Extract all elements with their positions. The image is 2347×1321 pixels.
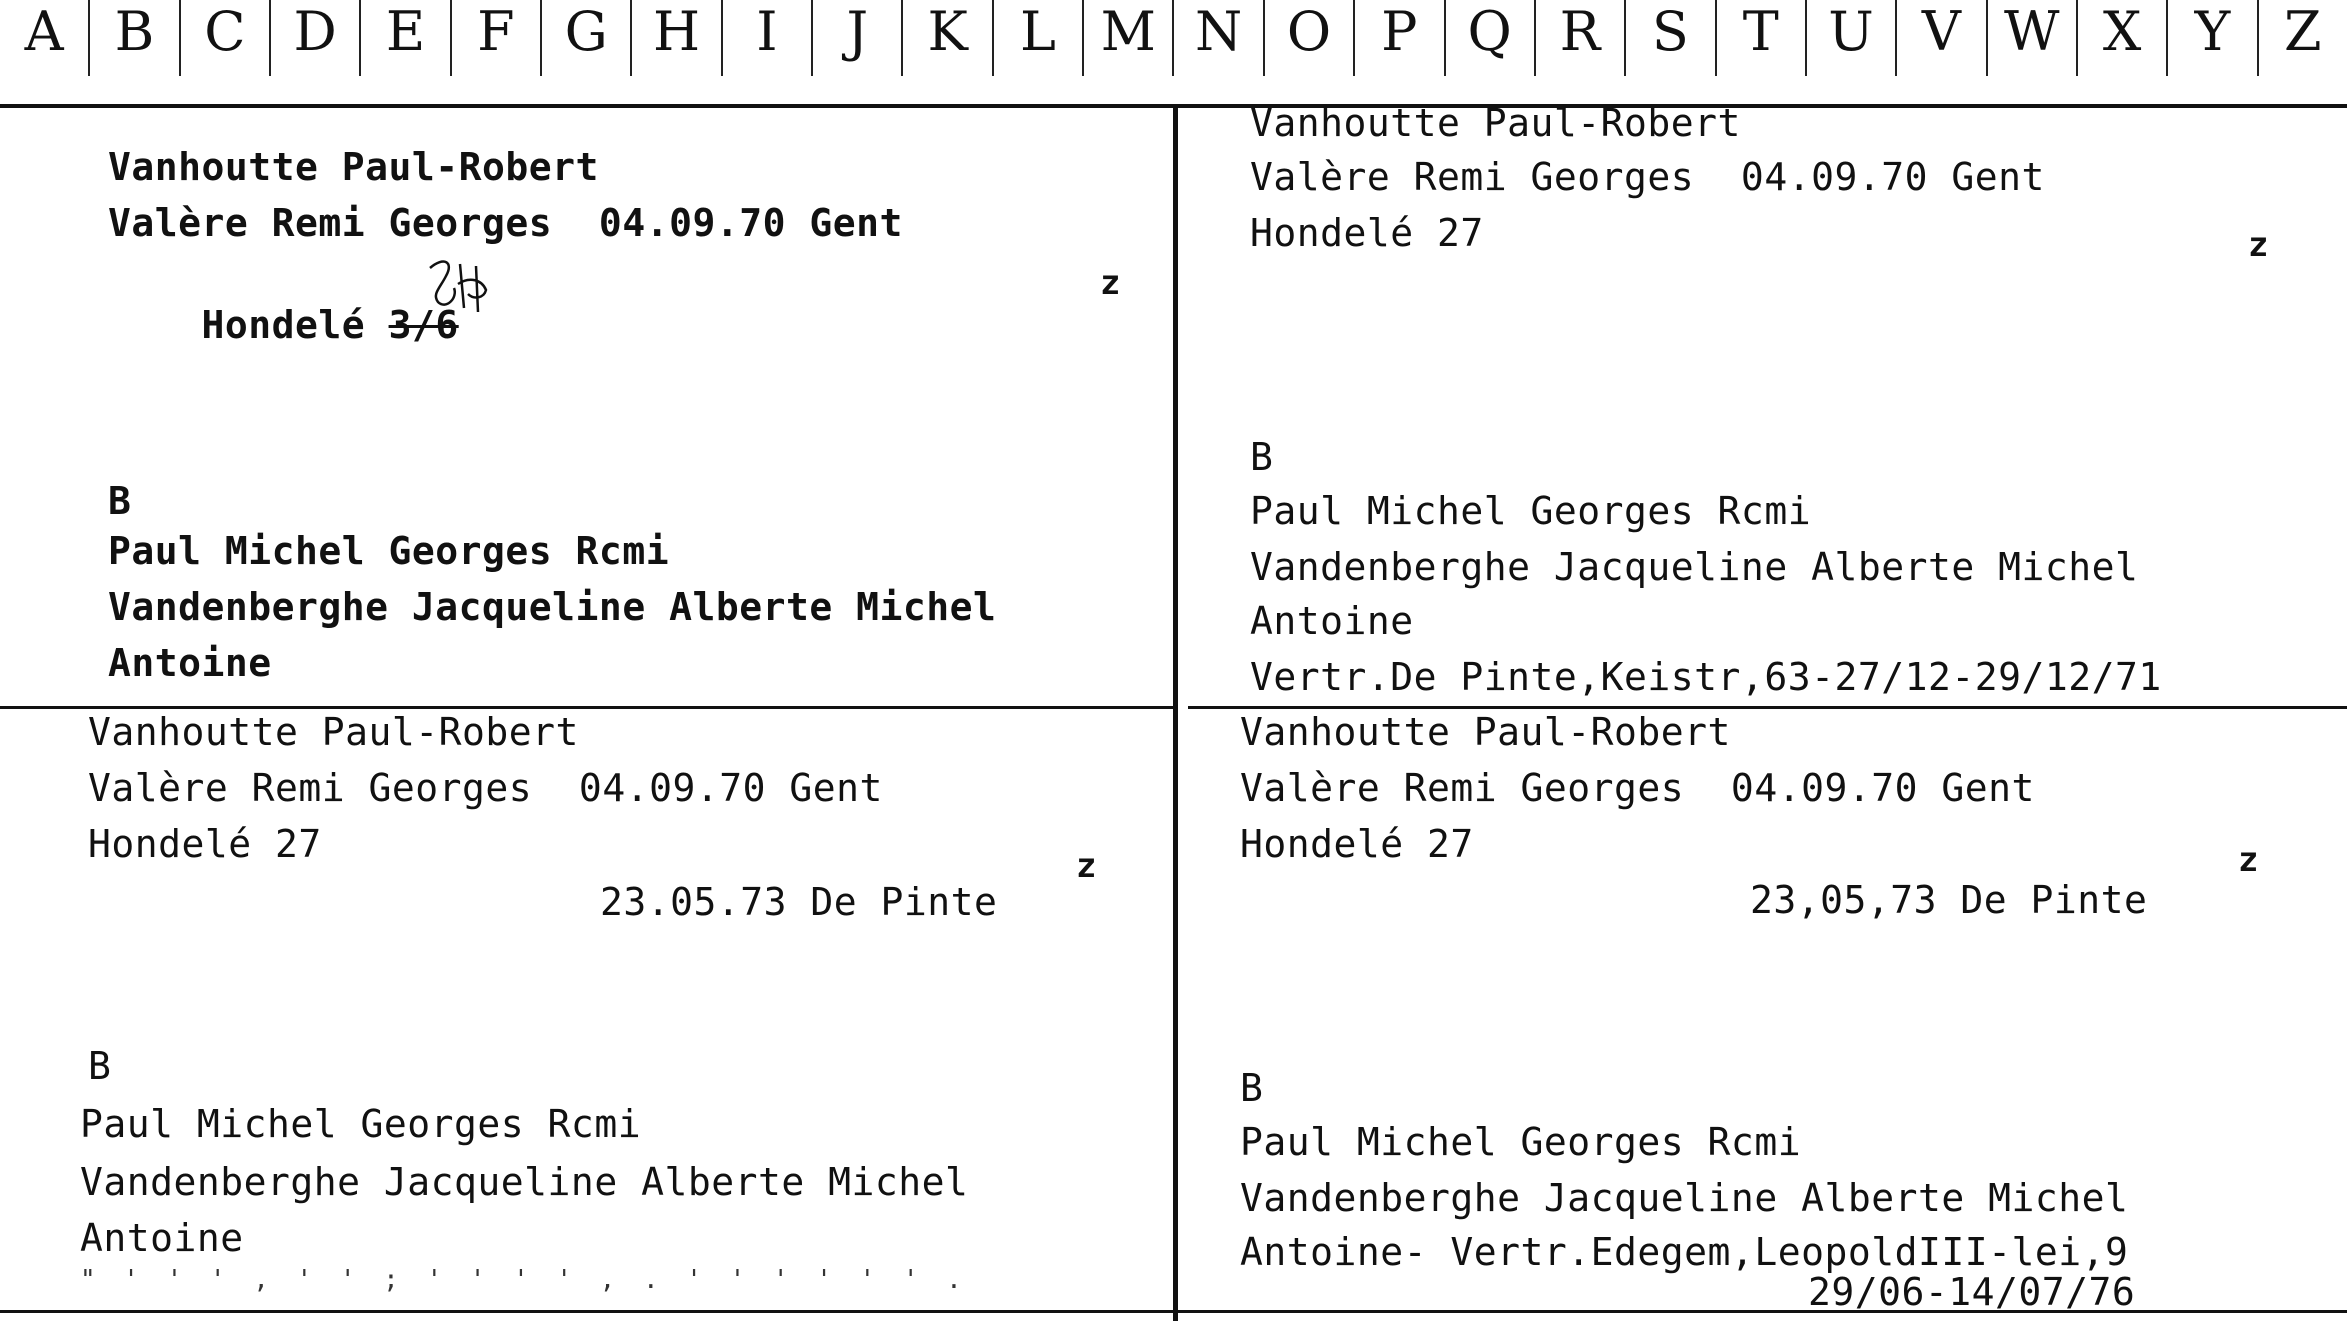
alphabet-letter-t: T: [1717, 0, 1807, 76]
alphabet-letter-w: W: [1988, 0, 2078, 76]
alphabet-letter-k: K: [903, 0, 993, 76]
card-struck-number: 3/6: [388, 303, 459, 347]
alphabet-letter-m: M: [1084, 0, 1174, 76]
alphabet-letter-i: I: [723, 0, 813, 76]
card-section-letter: B: [88, 1044, 112, 1088]
card-parent-line: Vandenberghe Jacqueline Alberte Michel: [1240, 1176, 2129, 1220]
card-parent-line: Antoine: [108, 641, 272, 685]
handwritten-number-scribble: [424, 254, 494, 320]
card-birth: Valère Remi Georges 04.09.70 Gent: [1240, 766, 2035, 810]
card-section-letter: B: [108, 479, 132, 523]
card-parent-line: Vandenberghe Jacqueline Alberte Michel: [80, 1160, 969, 1204]
card-parent-line: Vandenberghe Jacqueline Alberte Michel: [1250, 545, 2139, 589]
card-name: Vanhoutte Paul-Robert: [1250, 101, 1741, 145]
card-address: [108, 256, 459, 394]
alphabet-letter-n: N: [1174, 0, 1264, 76]
card-parent-line: 29/06-14/07/76: [1808, 1270, 2136, 1314]
card-address: Hondelé 27: [88, 822, 322, 866]
card-parent-line: Paul Michel Georges Rcmi: [108, 529, 670, 573]
card-parent-line: Antoine: [80, 1216, 244, 1260]
alphabet-letter-g: G: [542, 0, 632, 76]
card-parent-line: Antoine- Vertr.Edegem,LeopoldIII-lei,9: [1240, 1230, 2129, 1274]
card-birth: Valère Remi Georges 04.09.70 Gent: [108, 201, 903, 245]
card-noise-dots: " ' ' ' , ' ' ; ' ' ' ' , . ' ' ' ' ' ' .: [80, 1265, 968, 1295]
alphabet-letter-h: H: [632, 0, 722, 76]
alphabet-letter-o: O: [1265, 0, 1355, 76]
alphabet-letter-p: P: [1355, 0, 1445, 76]
alphabet-letter-x: X: [2078, 0, 2168, 76]
alphabet-letter-d: D: [271, 0, 361, 76]
card-mark: z: [2248, 225, 2269, 265]
card-parent-line: Vertr.De Pinte,Keistr,63-27/12-29/12/71: [1250, 655, 2162, 699]
card-address: Hondelé 27: [1250, 211, 1484, 255]
card-top-right: [1178, 101, 2347, 706]
card-parent-line: Vandenberghe Jacqueline Alberte Michel: [108, 585, 997, 629]
card-name: Vanhoutte Paul-Robert: [88, 710, 579, 754]
alphabet-letter-b: B: [90, 0, 180, 76]
card-name: Vanhoutte Paul-Robert: [108, 145, 599, 189]
card-mark: z: [1100, 263, 1121, 303]
card-top-left: [0, 108, 1173, 706]
alphabet-letter-z: Z: [2284, 0, 2322, 63]
alphabet-letter-l: L: [994, 0, 1084, 76]
card-birth: Valère Remi Georges 04.09.70 Gent: [1250, 155, 2045, 199]
card-mark: z: [2238, 840, 2259, 880]
card-bottom-left: [0, 709, 1173, 1310]
alphabet-letter-q: Q: [1446, 0, 1536, 76]
card-parent-line: Antoine: [1250, 599, 1414, 643]
card-mark: z: [1076, 846, 1097, 886]
alphabet-letter-y: Y: [2168, 0, 2258, 76]
card-parent-line: Paul Michel Georges Rcmi: [80, 1102, 642, 1146]
alphabet-letter-r: R: [1536, 0, 1626, 76]
alphabet-letter-e: E: [361, 0, 451, 76]
alphabet-letter-a: A: [0, 0, 90, 76]
card-parent-line: Paul Michel Georges Rcmi: [1240, 1120, 1802, 1164]
card-bottom-right: [1178, 709, 2347, 1314]
card-parent-line: Paul Michel Georges Rcmi: [1250, 489, 1812, 533]
alphabet-letter-v: V: [1897, 0, 1987, 76]
card-birth: Valère Remi Georges 04.09.70 Gent: [88, 766, 883, 810]
alphabet-letter-c: C: [181, 0, 271, 76]
card-move-note: 23.05.73 De Pinte: [600, 880, 998, 924]
card-address: Hondelé 27: [1240, 822, 1474, 866]
card-name: Vanhoutte Paul-Robert: [1240, 710, 1731, 754]
card-street: Hondelé: [201, 303, 366, 347]
alphabet-letter-u: U: [1807, 0, 1897, 76]
card-section-letter: B: [1240, 1066, 1264, 1110]
alphabet-letter-s: S: [1626, 0, 1716, 76]
alphabet-letter-j: J: [813, 0, 903, 76]
card-section-letter: B: [1250, 435, 1274, 479]
alphabet-index-row: [0, 0, 2347, 76]
card-move-note: 23,05,73 De Pinte: [1750, 878, 2148, 922]
alphabet-letter-f: F: [452, 0, 542, 76]
